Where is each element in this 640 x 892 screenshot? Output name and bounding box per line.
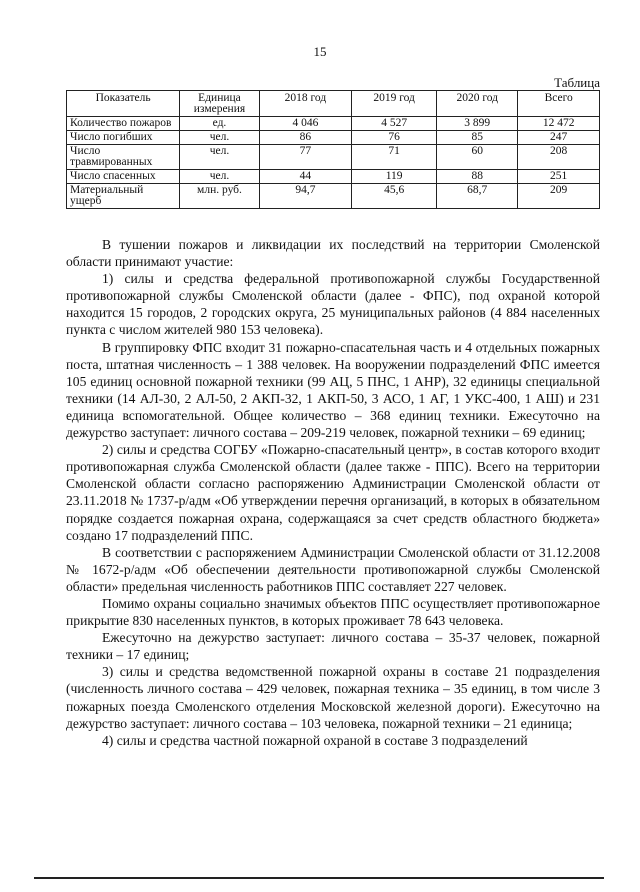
table-cell: чел. xyxy=(180,170,259,184)
column-header: 2020 год xyxy=(437,91,518,117)
table-caption: Таблица xyxy=(554,75,600,90)
table-cell: Число травмированных xyxy=(67,145,180,170)
table-cell: чел. xyxy=(180,131,259,145)
paragraph: 3) силы и средства ведомственной пожарной охраны в составе 21 подразделения (численность личного состава – 429 человек, пожарная техника – 35 единиц, в том числе 3 пожарных поезда Смоленского отделения Московской железной дороги). Ежесуточно на дежурство заступает: личного состава – 103 человека, пожарной техники – 21 единица; xyxy=(66,664,600,731)
paragraph: 1) силы и средства федеральной противопожарной службы Государственной противопожарной службы Смоленской области (далее - ФПС), под охраной которой находится 15 городов, 2 городских округа, 25 муниципальных районов (4 884 населенных пункта с числом жителей 980 153 человека). xyxy=(66,271,600,338)
column-header: 2018 год xyxy=(259,91,351,117)
table-cell: 77 xyxy=(259,145,351,170)
table-cell: 85 xyxy=(437,131,518,145)
table-cell: 76 xyxy=(352,131,437,145)
table-cell: 44 xyxy=(259,170,351,184)
table-cell: Число погибших xyxy=(67,131,180,145)
table-cell: 88 xyxy=(437,170,518,184)
table-cell: Число спасенных xyxy=(67,170,180,184)
paragraph: Помимо охраны социально значимых объектов ППС осуществляет противопожарное прикрытие 830 населенных пунктов, в которых проживает 78 643 человека. xyxy=(66,595,600,629)
table-cell: 209 xyxy=(518,184,600,209)
table-cell: млн. руб. xyxy=(180,184,259,209)
table-cell: 4 527 xyxy=(352,117,437,131)
table-cell: Количество пожаров xyxy=(67,117,180,131)
table-cell: чел. xyxy=(180,145,259,170)
table-cell: ед. xyxy=(180,117,259,131)
paragraph: 4) силы и средства частной пожарной охраной в составе 3 подразделений xyxy=(102,732,528,748)
table-cell: 60 xyxy=(437,145,518,170)
column-header: Показатель xyxy=(67,91,180,117)
table-row xyxy=(67,117,600,131)
page-number: 15 xyxy=(313,44,327,59)
paragraph: В тушении пожаров и ликвидации их последствий на территории Смоленской области принимают участие: xyxy=(66,237,600,270)
table-cell: 251 xyxy=(518,170,600,184)
table-cell: 4 046 xyxy=(259,117,351,131)
column-header: 2019 год xyxy=(352,91,437,117)
paragraph: 2) силы и средства СОГБУ «Пожарно-спасательный центр», в состав которого входит противопожарная служба Смоленской области (далее также - ППС). Всего на территории Смоленской области согласно распоряжению Администрации Смоленской области от 23.11.2018 № 1737-р/адм «Об утверждении перечня организаций, в которых в обязательном порядке создается пожарная охрана, содержащаяся за счет средств областного бюджета» создано 17 подразделений ППС. xyxy=(66,442,600,543)
table-cell: 86 xyxy=(259,131,351,145)
table-cell: 208 xyxy=(518,145,600,170)
page-bottom-rule xyxy=(34,877,604,879)
table-row xyxy=(67,170,600,184)
table-row xyxy=(67,184,600,209)
paragraph: В соответствии с распоряжением Администрации Смоленской области от 31.12.2008 № 1672-р/адм «Об обеспечении деятельности противопожарной службы Смоленской области» предельная численность работников ППС составляет 227 человек. xyxy=(66,544,600,594)
table-cell: 119 xyxy=(352,170,437,184)
table-cell: 68,7 xyxy=(437,184,518,209)
table-cell: 12 472 xyxy=(518,117,600,131)
table-cell: 71 xyxy=(352,145,437,170)
table-cell: 94,7 xyxy=(259,184,351,209)
table-header-row xyxy=(67,91,600,117)
column-header: Единица измерения xyxy=(180,91,259,117)
table-row xyxy=(67,145,600,170)
table-cell: 45,6 xyxy=(352,184,437,209)
table-cell: Материальный ущерб xyxy=(67,184,180,209)
body-text xyxy=(66,236,600,749)
paragraph: Ежесуточно на дежурство заступает: личного состава – 35-37 человек, пожарной техники – 17 единиц; xyxy=(66,630,600,663)
table-cell: 247 xyxy=(518,131,600,145)
column-header: Всего xyxy=(518,91,600,117)
fire-statistics-table xyxy=(66,90,600,209)
table-row xyxy=(67,131,600,145)
table-cell: 3 899 xyxy=(437,117,518,131)
paragraph: В группировку ФПС входит 31 пожарно-спасательная часть и 4 отдельных пожарных поста, штатная численность – 1 388 человек. На вооружении подразделений ФПС имеется 105 единиц основной пожарной техники (99 АЦ, 5 ПНС, 1 АНР), 32 единицы специальной техники (14 АЛ-30, 2 АЛ-50, 2 АКП-32, 1 АКП-50, 3 АСО, 1 АГ, 1 УКС-400, 1 АШ) и 231 единица вспомогательной. Общее количество – 368 единиц техники. Ежесуточно на дежурство заступает: личного состава – 209-219 человек, пожарной техники – 69 единиц; xyxy=(66,339,600,441)
